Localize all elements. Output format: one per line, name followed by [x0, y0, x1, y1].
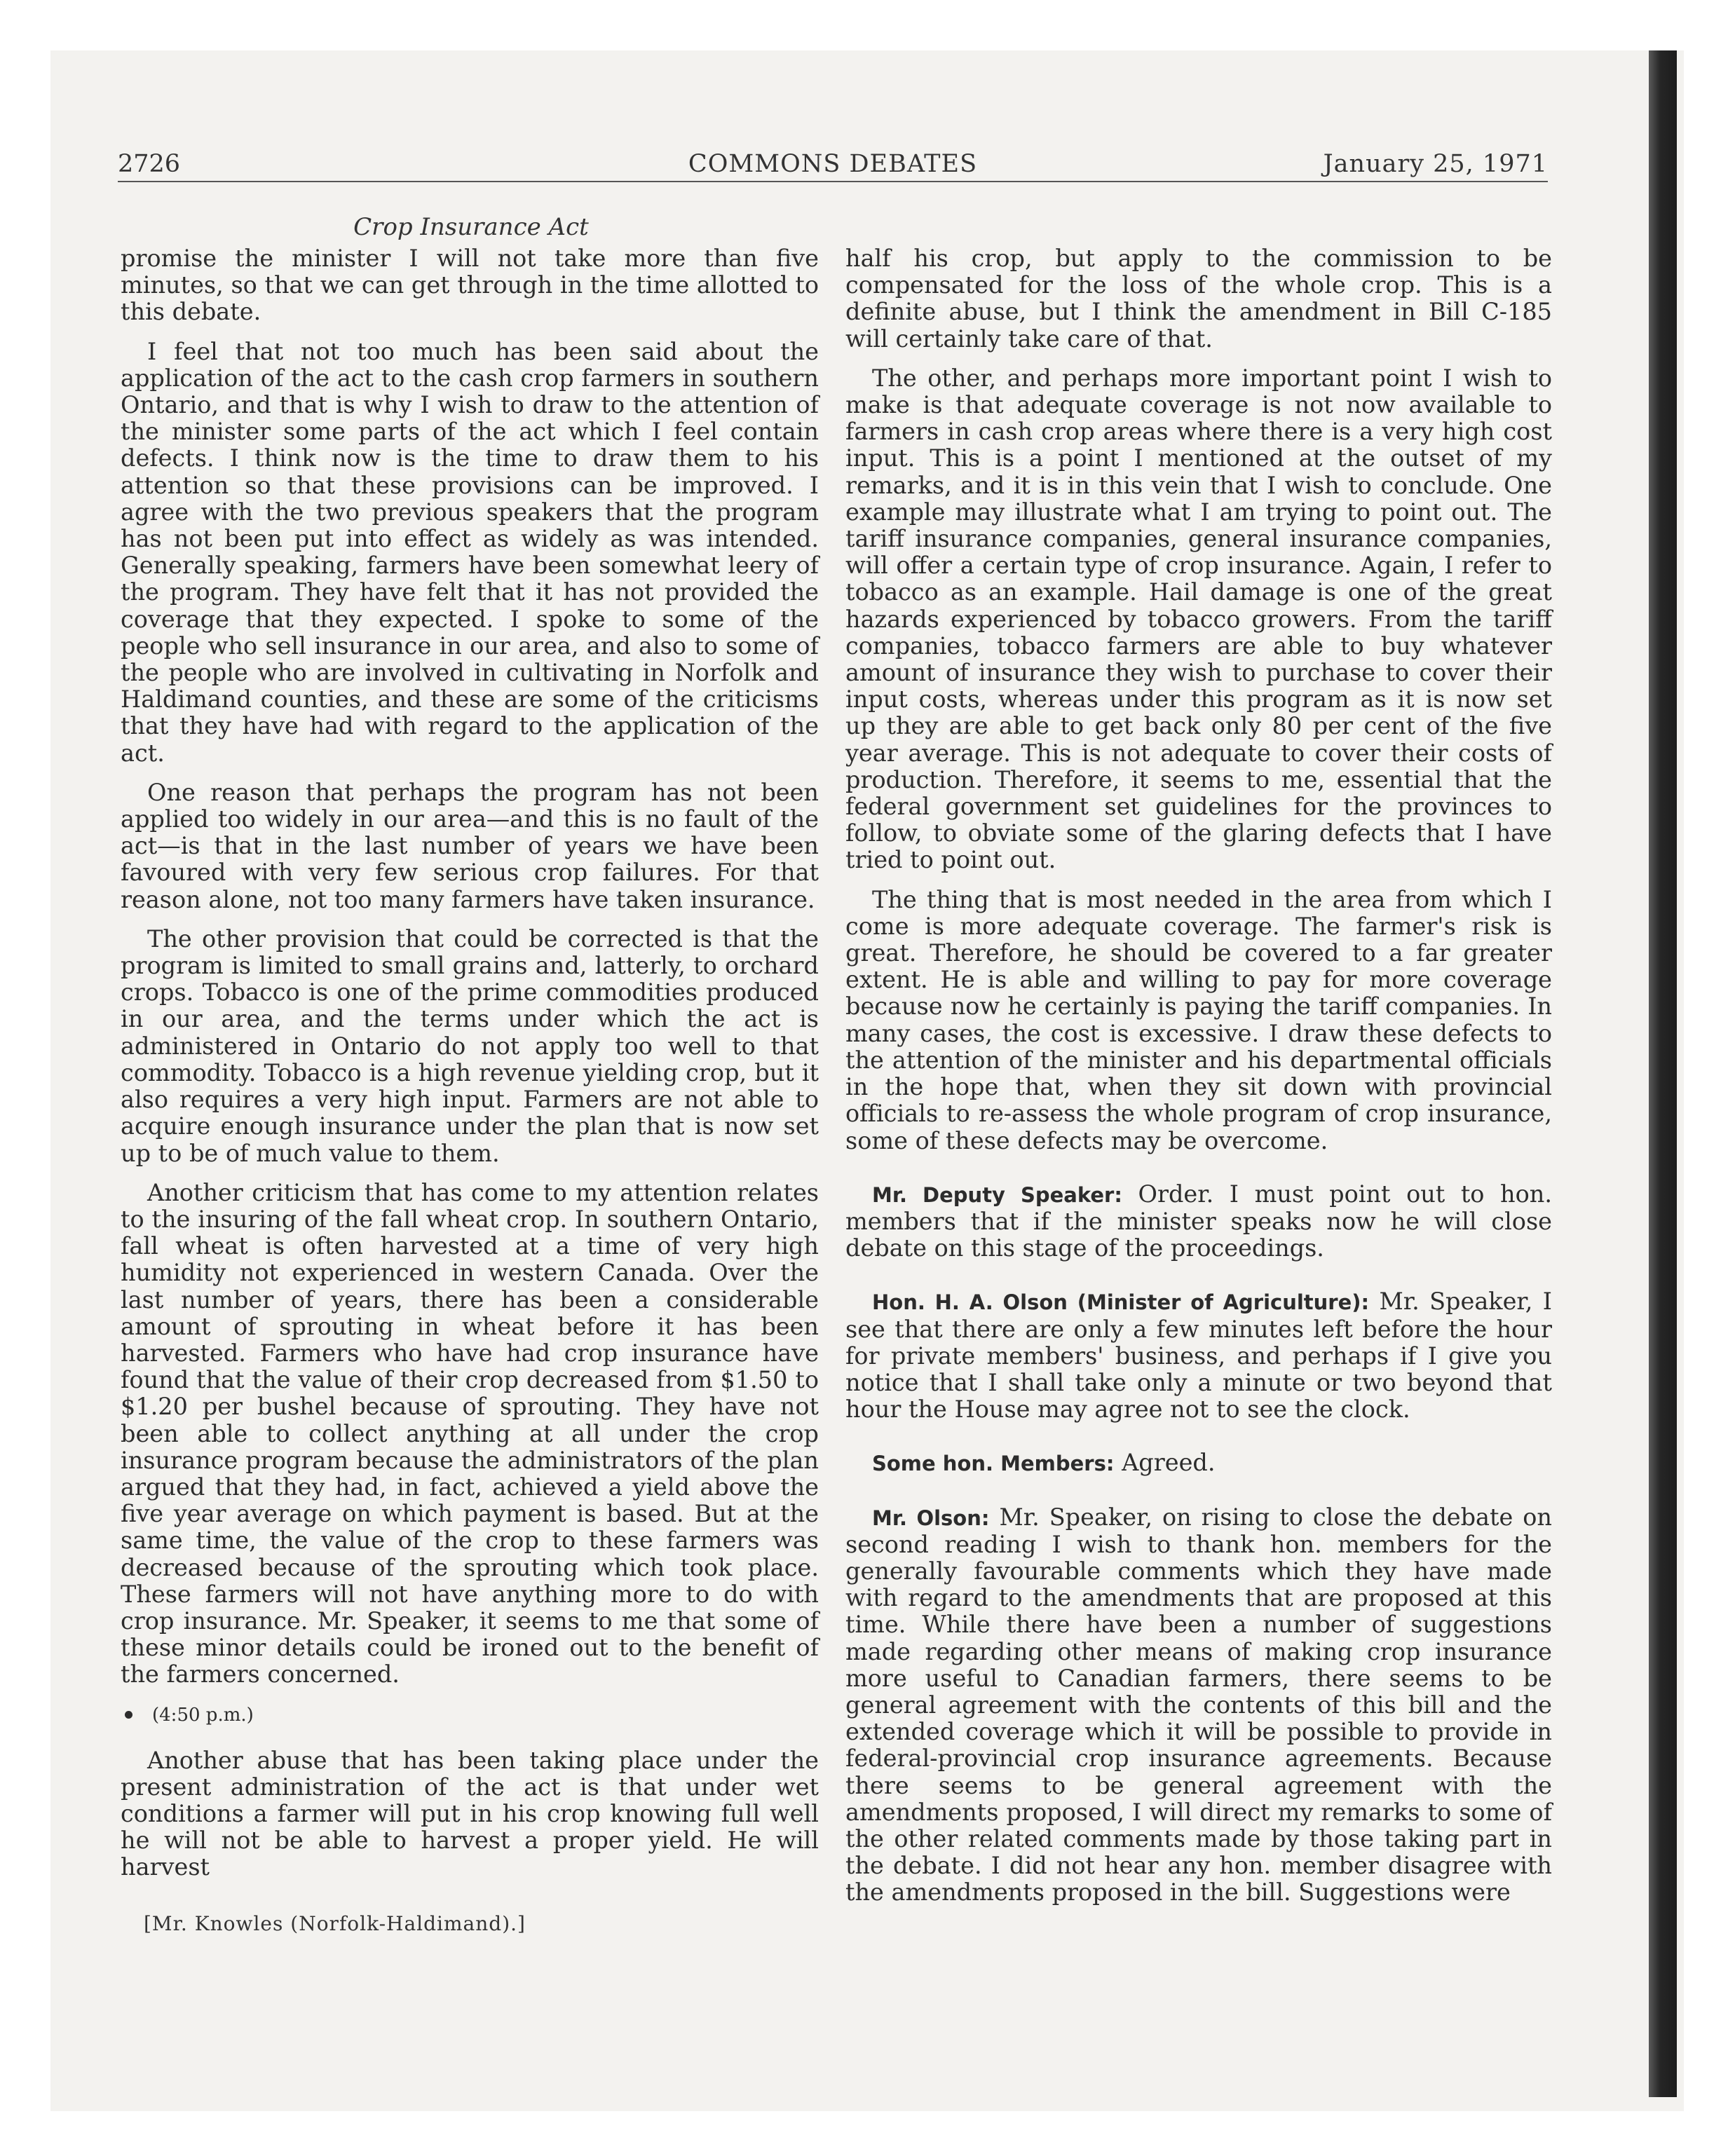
publication-title: COMMONS DEBATES	[688, 150, 978, 178]
speech-members	[845, 1449, 1552, 1477]
paragraph: I feel that not too much has been said about the application of the act to the cash crop farmers in southern Ontario, and that is why I wish to draw to the attention of the minister some parts of the act which I feel contain defects. I think now is the time to draw them to his attention so that these provisions can be improved. I agree with the two previous speakers that the program has not been put into effect as widely as was intended. Generally speaking, farmers have been somewhat leery of the program. They have felt that it has not provided the coverage that they expected. I spoke to some of the people who sell insurance in our area, and also to some of the people who are involved in cultivating in Norfolk and Haldimand counties, and these are some of the criticisms that they have had with regard to the application of the act.	[121, 337, 819, 767]
paragraph: half his crop, but apply to the commission to be compensated for the loss of the whole crop. This is a definite abuse, but I think the amendment in Bill C-185 will certainly take care of that.	[845, 245, 1552, 353]
timestamp	[121, 1704, 819, 1726]
paragraph: Another criticism that has come to my attention relates to the insuring of the fall wheat crop. In southern Ontario, fall wheat is often harvested at a time of very high humidity not experienced in western Canada. Over the last number of years, there has been a considerable amount of sprouting in wheat before it has been harvested. Farmers who have had crop insurance have found that the value of their crop decreased from $1.50 to $1.20 per bushel because of sprouting. They have not been able to collect anything at all under the crop insurance program because the administrators of the plan argued that they had, in fact, achieved a yield above the five year average on which payment is based. But at the same time, the value of the crop to these farmers was decreased because of the sprouting which took place. These farmers will not have anything more to do with crop insurance. Mr. Speaker, it seems to me that some of these minor details could be ironed out to the benefit of the farmers concerned.	[121, 1178, 819, 1688]
paragraph: The thing that is most needed in the area from which I come is more adequate coverage. The farmer's risk is great. Therefore, he should be covered to a far greater extent. He is able and willing to pay for more coverage because now he certainly is paying the tariff companies. In many cases, the cost is excessive. I draw these defects to the attention of the minister and his departmental officials in the hope that, when they sit down with provincial officials to re-assess the whole program of crop insurance, some of these defects may be overcome.	[845, 885, 1552, 1154]
publication-date: January 25, 1971	[1323, 150, 1548, 178]
right-column	[845, 245, 1552, 1906]
speaker-label: Mr. Deputy Speaker:	[872, 1182, 1122, 1207]
paragraph: One reason that perhaps the program has not been applied too widely in our area—and this is no fault of the act—is that in the last number of years we have been favoured with very few serious crop failures. For that reason alone, not too many farmers have taken insurance.	[121, 778, 819, 913]
speech-text: Mr. Speaker, I see that there are only a few minutes left before the hour for private members' business, and perhaps if I give you notice that I shall take only a minute or two beyond that hour the House may agree not to see the clock.	[845, 1288, 1552, 1424]
speaker-attribution: [Mr. Knowles (Norfolk-Haldimand).]	[144, 1912, 526, 1935]
paragraph: Another abuse that has been taking place under the present administration of the act is that under wet conditions a farmer will put in his crop knowing full well he will not be able to harvest a proper yield. He will harvest	[121, 1746, 819, 1881]
scan-edge-shadow	[1649, 50, 1677, 2097]
speech-deputy-speaker	[845, 1181, 1552, 1262]
speaker-label: Hon. H. A. Olson (Minister of Agriculture):	[872, 1290, 1370, 1315]
speaker-label: Some hon. Members:	[872, 1452, 1115, 1476]
speech-olson-2	[845, 1504, 1552, 1906]
timestamp-text: (4:50 p.m.)	[152, 1704, 254, 1726]
page-header	[118, 150, 1548, 182]
page-number: 2726	[118, 150, 181, 178]
speech-olson	[845, 1288, 1552, 1423]
left-column	[121, 245, 819, 1881]
speech-text: Agreed.	[1122, 1449, 1216, 1477]
speech-text: Order. I must point out to hon. members that if the minister speaks now he will close debate on this stage of the proceedings.	[845, 1180, 1552, 1262]
speaker-label: Mr. Olson:	[872, 1506, 990, 1530]
speech-text: Mr. Speaker, on rising to close the debate on second reading I wish to thank hon. members for the generally favourable comments which they have made with regard to the amendments that are proposed at this time. While there have been a number of suggestions made regarding other means of making crop insurance more useful to Canadian farmers, there seems to be general agreement with the contents of this bill and the extended coverage which it will be possible to provide in federal-provincial crop insurance agreements. Because there seems to be general agreement with the amendments proposed, I will direct my remarks to some of the other related comments made by those taking part in the debate. I did not hear any hon. member disagree with the amendments proposed in the bill. Suggestions were	[845, 1503, 1552, 1906]
paragraph: promise the minister I will not take more than five minutes, so that we can get through in the time allotted to this debate.	[121, 245, 819, 326]
paragraph: The other, and perhaps more important point I wish to make is that adequate coverage is not now available to farmers in cash crop areas where there is a very high cost input. This is a point I mentioned at the outset of my remarks, and it is in this vein that I wish to conclude. One example may illustrate what I am trying to point out. The tariff insurance companies, general insurance companies, will offer a certain type of crop insurance. Again, I refer to tobacco as an example. Hail damage is one of the great hazards experienced by tobacco growers. From the tariff companies, tobacco farmers are able to buy whatever amount of insurance they wish to purchase to cover their input costs, whereas under this program as it is now set up they are able to get back only 80 per cent of the five year average. This is not adequate to cover their costs of production. Therefore, it seems to me, essential that the federal government set guidelines for the provinces to follow, to obviate some of the glaring defects that I have tried to point out.	[845, 364, 1552, 874]
paragraph: The other provision that could be corrected is that the program is limited to small grains and, latterly, to orchard crops. Tobacco is one of the prime commodities produced in our area, and the terms under which the act is administered in Ontario do not apply too well to that commodity. Tobacco is a high revenue yielding crop, but it also requires a very high input. Farmers are not able to acquire enough insurance under the plan that is now set up to be of much value to them.	[121, 925, 819, 1167]
bullet-icon	[125, 1711, 132, 1719]
running-head: Crop Insurance Act	[353, 213, 589, 241]
